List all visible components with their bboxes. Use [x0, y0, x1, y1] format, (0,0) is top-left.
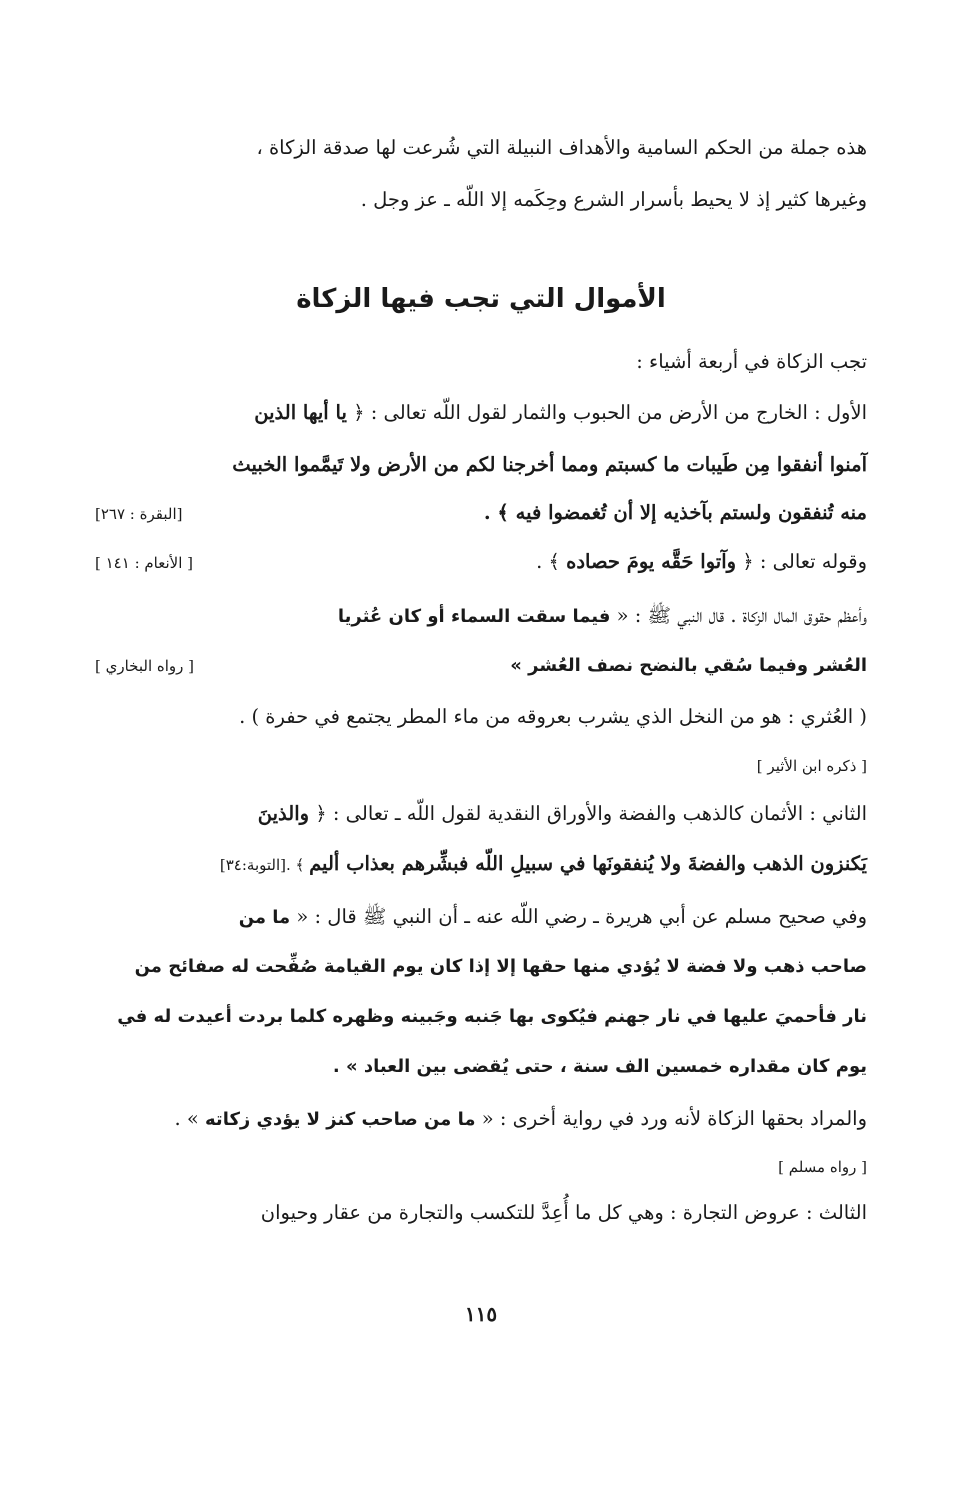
paragraph-line: [95, 1105, 867, 1134]
hadith-text: فيما سقت السماء أو كان عُثريا: [337, 606, 611, 627]
hadith-line: صاحب ذهب ولا فضة لا يُؤدي منها حقها إلا إذا كان يوم القيامة صُفِّحت له صفائح من: [134, 956, 867, 977]
paragraph-line: تجب الزكاة في أربعة أشياء :: [636, 350, 867, 373]
paragraph-line: [95, 903, 867, 932]
quran-verse-text: وآتوا حَقَّه يومَ حصاده: [566, 550, 737, 573]
quran-verse-text: يَكنزون الذهب والفضةَ ولا يُنفقونَها في سبيلِ اللّه فبشِّرهم بعذاب أليم: [309, 852, 867, 875]
hadith-line-with-citation: [95, 652, 867, 680]
verse-line-with-citation: [95, 499, 867, 528]
text-run: وقوله تعالى : ﴿: [736, 550, 867, 573]
quran-verse-text: والذينَ: [257, 802, 310, 825]
intro-line-2: وغيرها كثير إذ لا يحيط بأسرار الشرع وحِكَمه إلا اللّه ـ عز وجل .: [360, 188, 867, 211]
intro-line-1: هذه جملة من الحكم السامية والأهداف النبيلة التي شُرعت لها صدقة الزكاة ،: [256, 136, 867, 159]
hadith-line: يوم كان مقداره خمسين الف سنة ، حتى يُقضى بين العباد » .: [332, 1056, 867, 1077]
text-run: والمراد بحقها الزكاة لأنه ورد في رواية أخرى : «: [475, 1107, 867, 1130]
text-run: » .: [174, 1107, 206, 1130]
verse-line-with-citation: [95, 548, 867, 577]
paragraph-line: [95, 399, 867, 427]
citation: [البقرة : ٢٦٧]: [95, 505, 183, 523]
paragraph-line: ( العُثري : هو من النخل الذي يشرب بعروقه من ماء المطر يجتمع في حفرة ) .: [239, 705, 867, 728]
hadith-text: ما من صاحب كنز لا يؤدي زكاته: [205, 1109, 476, 1130]
citation: [ رواه البخاري ]: [95, 657, 195, 675]
paragraph-line: [95, 800, 867, 828]
hadith-line: نار فأحميَ عليها في نار جهنم فيُكوى بها جَنبه وجَبينه وظهره كلما بردت أعيدت له في: [117, 1006, 867, 1027]
text-run: الأول : الخارج من الأرض من الحبوب والثمار لقول اللّه تعالى : ﴿: [346, 401, 867, 424]
quran-verse-line: آمنوا أنفقوا مِن طَيبات ما كسبتم ومما أخرجنا لكم من الأرض ولا تَيمَّموا الخبيث: [232, 453, 867, 476]
section-heading: الأموال التي تجب فيها الزكاة: [296, 284, 666, 314]
text-run: وأعظم حقوق المال الزكاة . قال النبي ﷺ : «: [610, 604, 867, 627]
hadith-text: العُشر وفيما سُقي بالنضح نصف العُشر »: [510, 655, 867, 676]
text-run: وفي صحيح مسلم عن أبي هريرة ـ رضي اللّه عنه ـ أن النبي ﷺ قال : «: [290, 905, 867, 928]
citation: ﴾ .[التوبة:٣٤]: [219, 856, 310, 874]
quran-verse-text: منه تُنفقون ولستم بآخذيه إلا أن تُغمضوا فيه ﴾ .: [483, 501, 867, 524]
text-run: الثاني : الأثمان كالذهب والفضة والأوراق النقدية لقول اللّه ـ تعالى : ﴿: [309, 802, 867, 825]
quran-verse-text: يا أيها الذين: [254, 401, 347, 424]
text-run: [536, 548, 867, 576]
hadith-text: ما من: [238, 907, 291, 928]
text-run: ﴾ .: [536, 550, 567, 573]
paragraph-line: [95, 602, 867, 631]
citation: [ ذكره ابن الأثير ]: [756, 757, 867, 775]
citation: [ رواه مسلم ]: [778, 1158, 867, 1176]
page-number: ١١٥: [464, 1302, 498, 1326]
citation: [ الأنعام : ١٤١ ]: [95, 554, 193, 572]
quran-verse-line: [95, 850, 867, 879]
paragraph-line: الثالث : عروض التجارة : وهي كل ما أُعِدَّ للتكسب والتجارة من عقار وحيوان: [260, 1201, 867, 1224]
